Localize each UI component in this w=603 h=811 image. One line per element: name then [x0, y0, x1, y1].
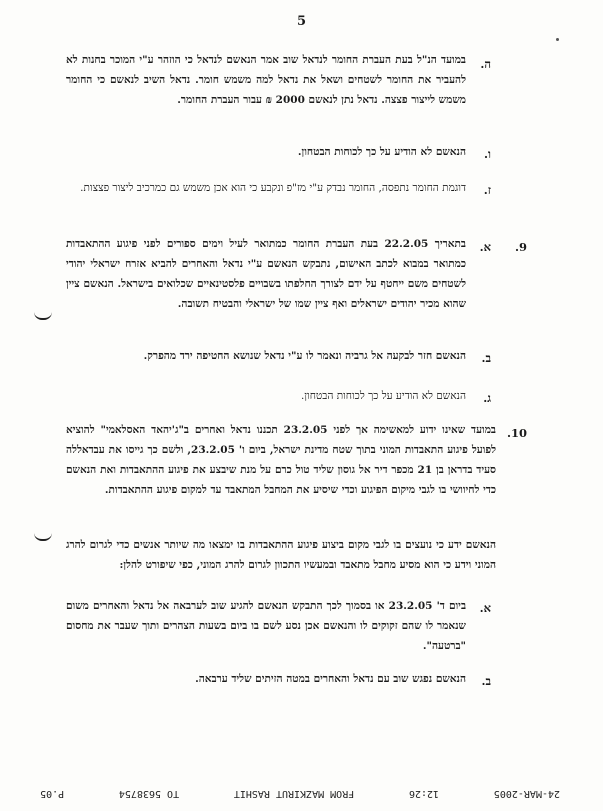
fax-to: TO 5638754 [118, 788, 180, 799]
item-marker: א. [479, 240, 491, 254]
item-paragraph: הנאשם ידע כי נועצים בו לגבי מקום ביצוע פיגוע ההתאבדות בו ימצאו מה שיותר אנשים כדי לגרום להרג המוני וידע כי הוא מסיע מחבל מתאבד ובמעשיו התכוון לגרום להרג המוני, כפי שיפורט להלן: [66, 539, 496, 571]
fax-time: 12:26 [408, 788, 440, 799]
fax-page: P.05 [40, 788, 65, 799]
item-paragraph: בתאריך 22.2.05 בעת העברת החומר כמתואר לעיל וימים ספורים לפני פיגוע ההתאבדות כמתואר במבוא לכתב האישום, נתבקש הנאשם ע"י נדאל והאחרים להביא אזרח ישראלי יהודי לשטחים משם ייחטף על ידם לצורך החלפתו בשבויים פלסטינאיים שכלואים בישראל. הנאשם ציין שהוא מכיר יהודים ישראלים ואף ציין שמו של ישראלי והבטיח תשובה. [66, 238, 466, 310]
item-paragraph: ביום ד' 23.2.05 או בסמוך לכך התבקש הנאשם להגיע שוב לערבאה אל נדאל והאחרים משום שנאמר לו שהם זקוקים לו והנאשם אכן נסע לשם בו ביום בשעות הצהרים ותוך שעבר את מחסום "ברטעה". [66, 600, 467, 652]
section-number: 9. [514, 240, 527, 254]
item-paragraph: דוגמת החומר נתפסה, החומר נבדק ע"י מז"פ ונקבע כי הוא אכן משמש גם כמרכיב ליצור פצצות. [80, 182, 466, 194]
fax-footer [40, 788, 560, 799]
item-marker: ו. [484, 147, 491, 161]
item-marker: ב. [481, 351, 491, 365]
item-marker: א. [479, 601, 491, 615]
fax-date: 24-MAR-2005 [493, 788, 560, 799]
item-paragraph: הנאשם לא הודיע על כך לכוחות הבטחון. [301, 390, 466, 402]
margin-mark [34, 312, 52, 320]
item-paragraph: במועד הנ"ל בעת העברת החומר לנדאל שוב אמר הנאשם לנדאל כי הוזהר ע"י המוכר בחנות לא להעביר את החומר לשטחים ושאל את נדאל למה משמש חומר. נדאל השיב לנאשם כי החומר משמש לייצור פצצה. נדאל נתן לנאשם 2000 ₪ עבור העברת החומר. [66, 54, 466, 106]
page-number: 5 [296, 14, 307, 29]
item-paragraph: הנאשם נפגש שוב עם נדאל והאחרים במטה הזיתים שליד ערבאה. [195, 673, 466, 685]
item-marker: ג. [483, 391, 491, 405]
margin-mark [34, 533, 52, 541]
item-paragraph: הנאשם חזר לבקעה אל גרביה ונאמר לו ע"י נדאל שנושא החטיפה ירד מהפרק. [143, 350, 466, 362]
item-paragraph: הנאשם לא הודיע על כך לכוחות הבטחון. [297, 146, 466, 158]
item-marker: ה. [480, 57, 491, 71]
item-marker: ז. [483, 183, 491, 197]
section-number: 10. [506, 426, 527, 440]
fax-from: FROM MAZKIRUT RASHIT [233, 788, 355, 799]
scan-speck [556, 38, 559, 41]
item-paragraph: במועד שאינו ידוע למאשימה אך לפני 23.2.05 תכננו נדאל ואחרים ב"ג'יהאד האסלאמי" להוציא לפועל פיגוע התאבדות המוני בתוך שטח מדינת ישראל, ביום ו' 23.2.05, ולשם כך גייסו את עבדאללה סעיד בדראן בן 21 מכפר דיר אל גוסון שליד טול כרם על מנת שיבצע את פיגוע ההתאבדות ואת הנאשם כדי לחיוושי בו לגבי מיקום הפיגוע וכדי שיסיע את המחבל המתאבד עד למקום פיגוע ההתאבדות. [66, 424, 497, 496]
item-marker: ב. [481, 674, 491, 688]
